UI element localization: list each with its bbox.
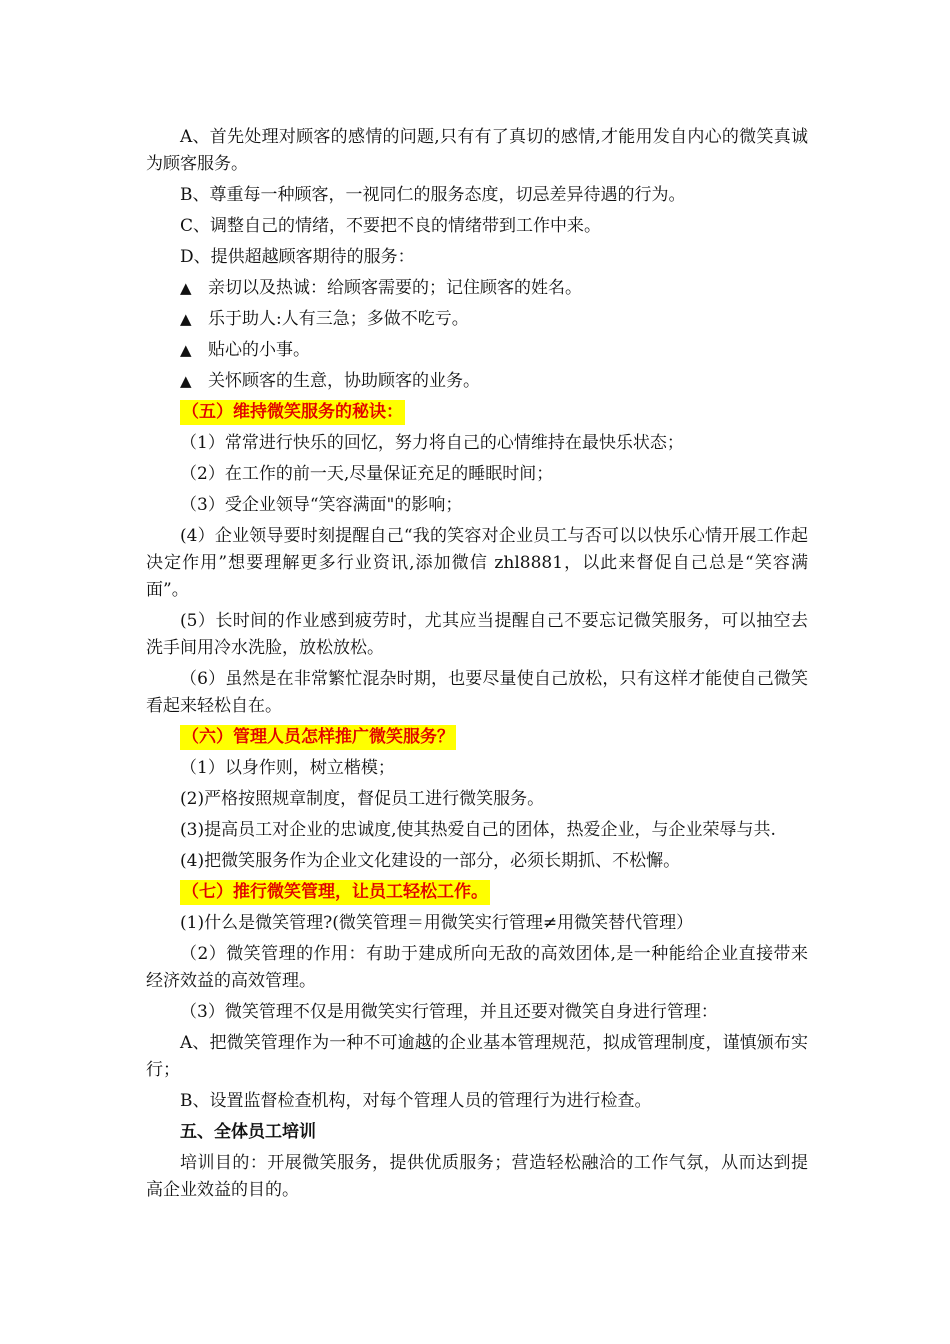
paragraph: A、把微笑管理作为一种不可逾越的企业基本管理规范，拟成管理制度，谨慎颁布实行； — [146, 1033, 808, 1080]
triangle-bullet-icon: ▲ — [180, 279, 192, 297]
triangle-bullet-icon: ▲ — [180, 341, 192, 359]
heading-text: （六）管理人员怎样推广微笑服务？ — [180, 725, 456, 750]
paragraph: （3）微笑管理不仅是用微笑实行管理，并且还要对微笑自身进行管理： — [180, 1002, 718, 1022]
paragraph: （2）在工作的前一天,尽量保证充足的睡眠时间； — [180, 464, 554, 484]
highlighted-heading — [146, 724, 808, 751]
bullet-item — [146, 306, 808, 333]
bullet-item — [146, 368, 808, 395]
paragraph: (1)什么是微笑管理?(微笑管理＝用微笑实行管理≠用微笑替代管理） — [180, 913, 694, 933]
paragraph: D、提供超越顾客期待的服务： — [180, 247, 415, 267]
paragraph: B、尊重每一种顾客，一视同仁的服务态度，切忌差异待遇的行为。 — [180, 185, 686, 205]
paragraph: （1）以身作则，树立楷模； — [180, 758, 395, 778]
triangle-bullet-icon: ▲ — [180, 310, 192, 328]
triangle-bullet-icon: ▲ — [180, 372, 192, 390]
paragraph: (3)提高员工对企业的忠诚度,使其热爱自己的团体，热爱企业，与企业荣辱与共. — [180, 820, 776, 840]
paragraph: A、首先处理对顾客的感情的问题,只有有了真切的感情,才能用发自内心的微笑真诚为顾客服务。 — [146, 127, 808, 174]
paragraph: (5）长时间的作业感到疲劳时，尤其应当提醒自己不要忘记微笑服务，可以抽空去洗手间用冷水洗脸，放松放松。 — [146, 611, 808, 658]
paragraph: 培训目的：开展微笑服务，提供优质服务；营造轻松融洽的工作气氛，从而达到提高企业效益的目的。 — [146, 1153, 808, 1200]
document-body — [146, 124, 808, 1208]
heading-text: （五）维持微笑服务的秘诀： — [180, 400, 405, 425]
paragraph: （2）微笑管理的作用：有助于建成所向无敌的高效团体,是一种能给企业直接带来经济效益的高效管理。 — [146, 944, 808, 991]
paragraph: B、设置监督检查机构，对每个管理人员的管理行为进行检查。 — [180, 1091, 652, 1111]
highlighted-heading — [146, 879, 808, 906]
bullet-item — [146, 337, 808, 364]
paragraph: （6）虽然是在非常繁忙混杂时期，也要尽量使自己放松，只有这样才能使自己微笑看起来轻松自在。 — [146, 669, 808, 716]
bullet-text: 贴心的小事。 — [208, 340, 310, 360]
paragraph: (4)把微笑服务作为企业文化建设的一部分，必须长期抓、不松懈。 — [180, 851, 681, 871]
bullet-text: 乐于助人:人有三急；多做不吃亏。 — [208, 309, 469, 329]
paragraph: (4）企业领导要时刻提醒自己“我的笑容对企业员工与否可以以快乐心情开展工作起决定作用”想要理解更多行业资讯,添加微信 zhl8881，以此来督促自己总是“笑容满面”。 — [146, 526, 808, 600]
heading-text: （七）推行微笑管理，让员工轻松工作。 — [180, 880, 490, 905]
paragraph: (2)严格按照规章制度，督促员工进行微笑服务。 — [180, 789, 545, 809]
paragraph: （1）常常进行快乐的回忆，努力将自己的心情维持在最快乐状态； — [180, 433, 684, 453]
paragraph: C、调整自己的情绪，不要把不良的情绪带到工作中来。 — [180, 216, 602, 236]
bullet-text: 亲切以及热诚：给顾客需要的；记住顾客的姓名。 — [208, 278, 582, 298]
bullet-text: 关怀顾客的生意，协助顾客的业务。 — [208, 371, 480, 391]
section-title: 五、全体员工培训 — [180, 1122, 316, 1142]
highlighted-heading — [146, 399, 808, 426]
bullet-item — [146, 275, 808, 302]
paragraph: （3）受企业领导“笑容满面"的影响； — [180, 495, 463, 515]
